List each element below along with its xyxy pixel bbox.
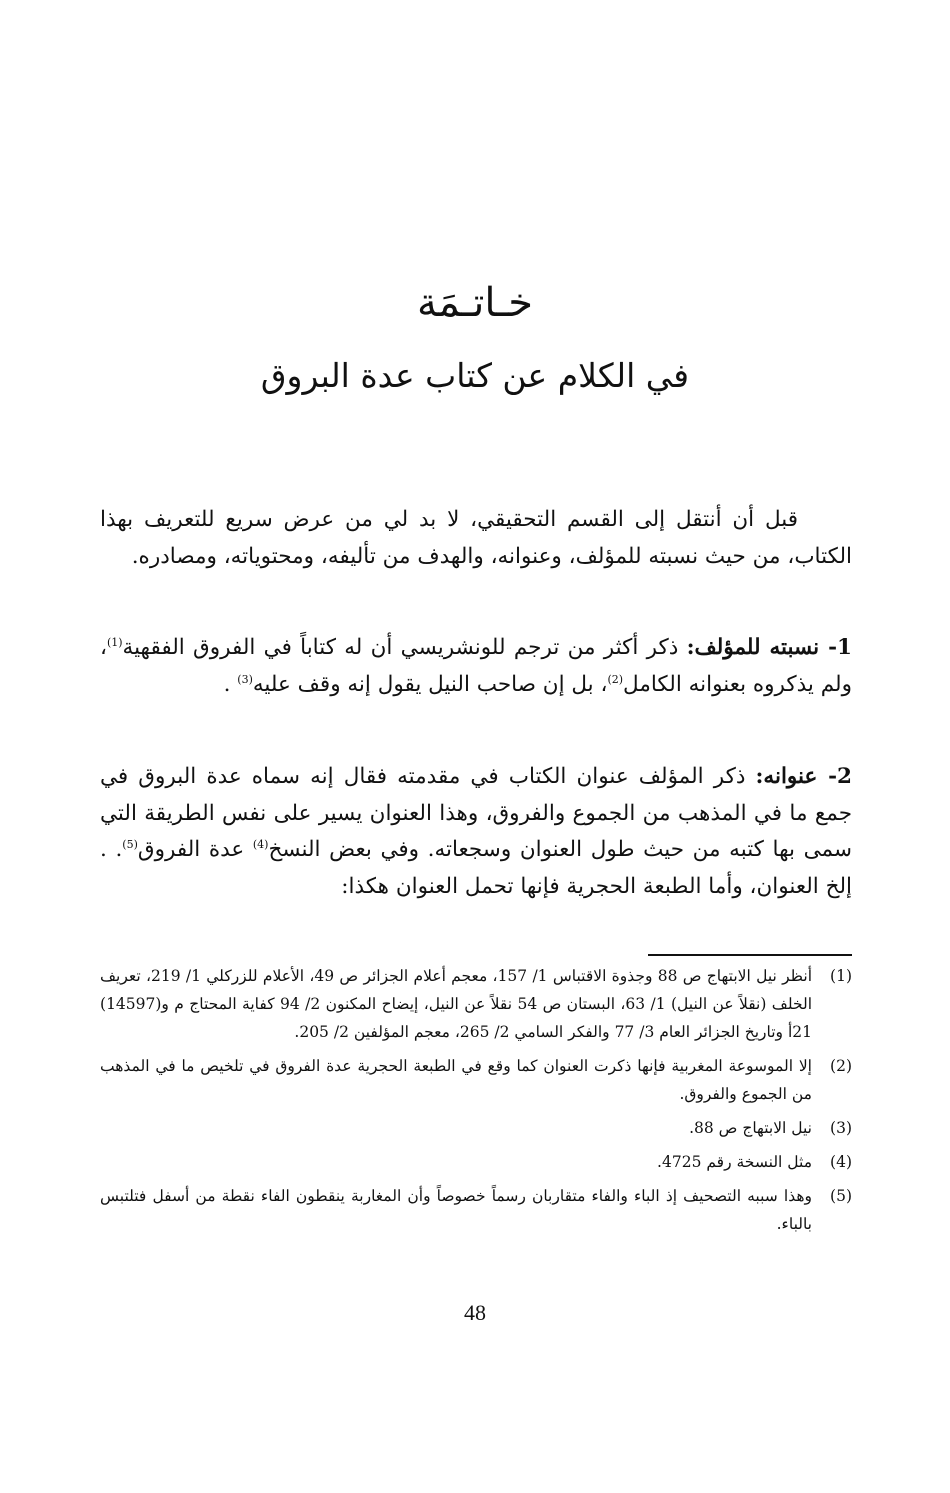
chapter-subtitle: في الكلام عن كتاب عدة البروق: [260, 356, 690, 395]
title-paragraph: [100, 759, 852, 905]
footnote-number: (1): [830, 967, 852, 985]
title-text-2: عدة الفروق: [137, 837, 245, 862]
attribution-text-1: ذكر أكثر من ترجم للونشريسي أن له كتاباً في الفروق الفقهية: [122, 635, 679, 660]
footnotes-section: [100, 962, 852, 1244]
footnote-text: أنظر نيل الابتهاج ص 88 وجذوة الاقتباس 1/ 157، معجم أعلام الجزائر ص 49، الأعلام للزركلي 1/ 219، تعريف الخلف (نقلاً عن النيل) 1/ 63، البستان ص 54 نقلاً عن النيل، إيضاح المكنون 2/ 94 كفاية المحتاج م و(14597) 21أ وتاريخ الجزائر العام 3/ 77 والفكر السامي 2/ 265، معجم المؤلفين 2/ 205.: [100, 967, 812, 1041]
attribution-heading: 1- نسبته للمؤلف:: [686, 635, 852, 660]
footnote-text: وهذا سببه التصحيف إذ الباء والفاء متقاربان رسماً خصوصاً وأن المغاربة ينقطون الفاء نقطة من أسفل فتلتبس بالباء.: [100, 1187, 812, 1233]
title-text-3: . . إلخ العنوان، وأما الطبعة الحجرية فإنها تحمل العنوان هكذا:: [100, 837, 852, 899]
attribution-paragraph: [100, 630, 852, 703]
footnote-number: (3): [830, 1119, 852, 1137]
footnote-item: [100, 1114, 852, 1142]
footnote-ref-2[interactable]: (2): [607, 672, 624, 686]
footnote-number: (4): [830, 1153, 852, 1171]
footnote-item: [100, 962, 852, 1046]
attribution-text-3: ، بل إن صاحب النيل يقول إنه وقف عليه: [252, 671, 608, 697]
title-text-1: ذكر المؤلف عنوان الكتاب في مقدمته فقال إنه سماه عدة البروق في جمع ما في المذهب من الجموع والفروق، وهذا العنوان يسير على نفس الطريقة التي سمى بها كتبه من حيث طول العنوان وسجعاته. وفي بعض النسخ: [100, 764, 852, 862]
footnote-text: نيل الابتهاج ص 88.: [689, 1119, 812, 1137]
intro-paragraph: قبل أن أنتقل إلى القسم التحقيقي، لا بد لي من عرض سريع للتعريف بهذا الكتاب، من حيث نسبته للمؤلف، وعنوانه، والهدف من تأليفه، ومحتوياته، ومصادره.: [100, 507, 852, 569]
footnote-text: إلا الموسوعة المغربية فإنها ذكرت العنوان كما وقع في الطبعة الحجرية عدة الفروق في تلخيص ما في المذهب من الجموع والفروق.: [100, 1057, 812, 1103]
footnote-number: (5): [830, 1187, 852, 1205]
footnote-text: مثل النسخة رقم 4725.: [657, 1153, 812, 1171]
footnote-item: [100, 1182, 852, 1238]
footnote-divider: [648, 954, 852, 956]
footnote-ref-5[interactable]: (5): [122, 837, 138, 851]
page-number: 48: [464, 1300, 486, 1325]
footnote-ref-4[interactable]: (4): [252, 837, 269, 851]
chapter-title: خـاتـمَة: [416, 280, 534, 326]
footnote-ref-3[interactable]: (3): [237, 672, 253, 686]
attribution-text-4: .: [223, 671, 231, 697]
title-heading: 2- عنوانه:: [755, 764, 852, 789]
footnote-item: [100, 1052, 852, 1108]
footnote-number: (2): [830, 1057, 852, 1075]
footnote-item: [100, 1148, 852, 1176]
footnote-ref-1[interactable]: (1): [106, 635, 123, 649]
attribution-text-2: ، ولم يذكروه بعنوانه الكامل: [100, 635, 852, 697]
